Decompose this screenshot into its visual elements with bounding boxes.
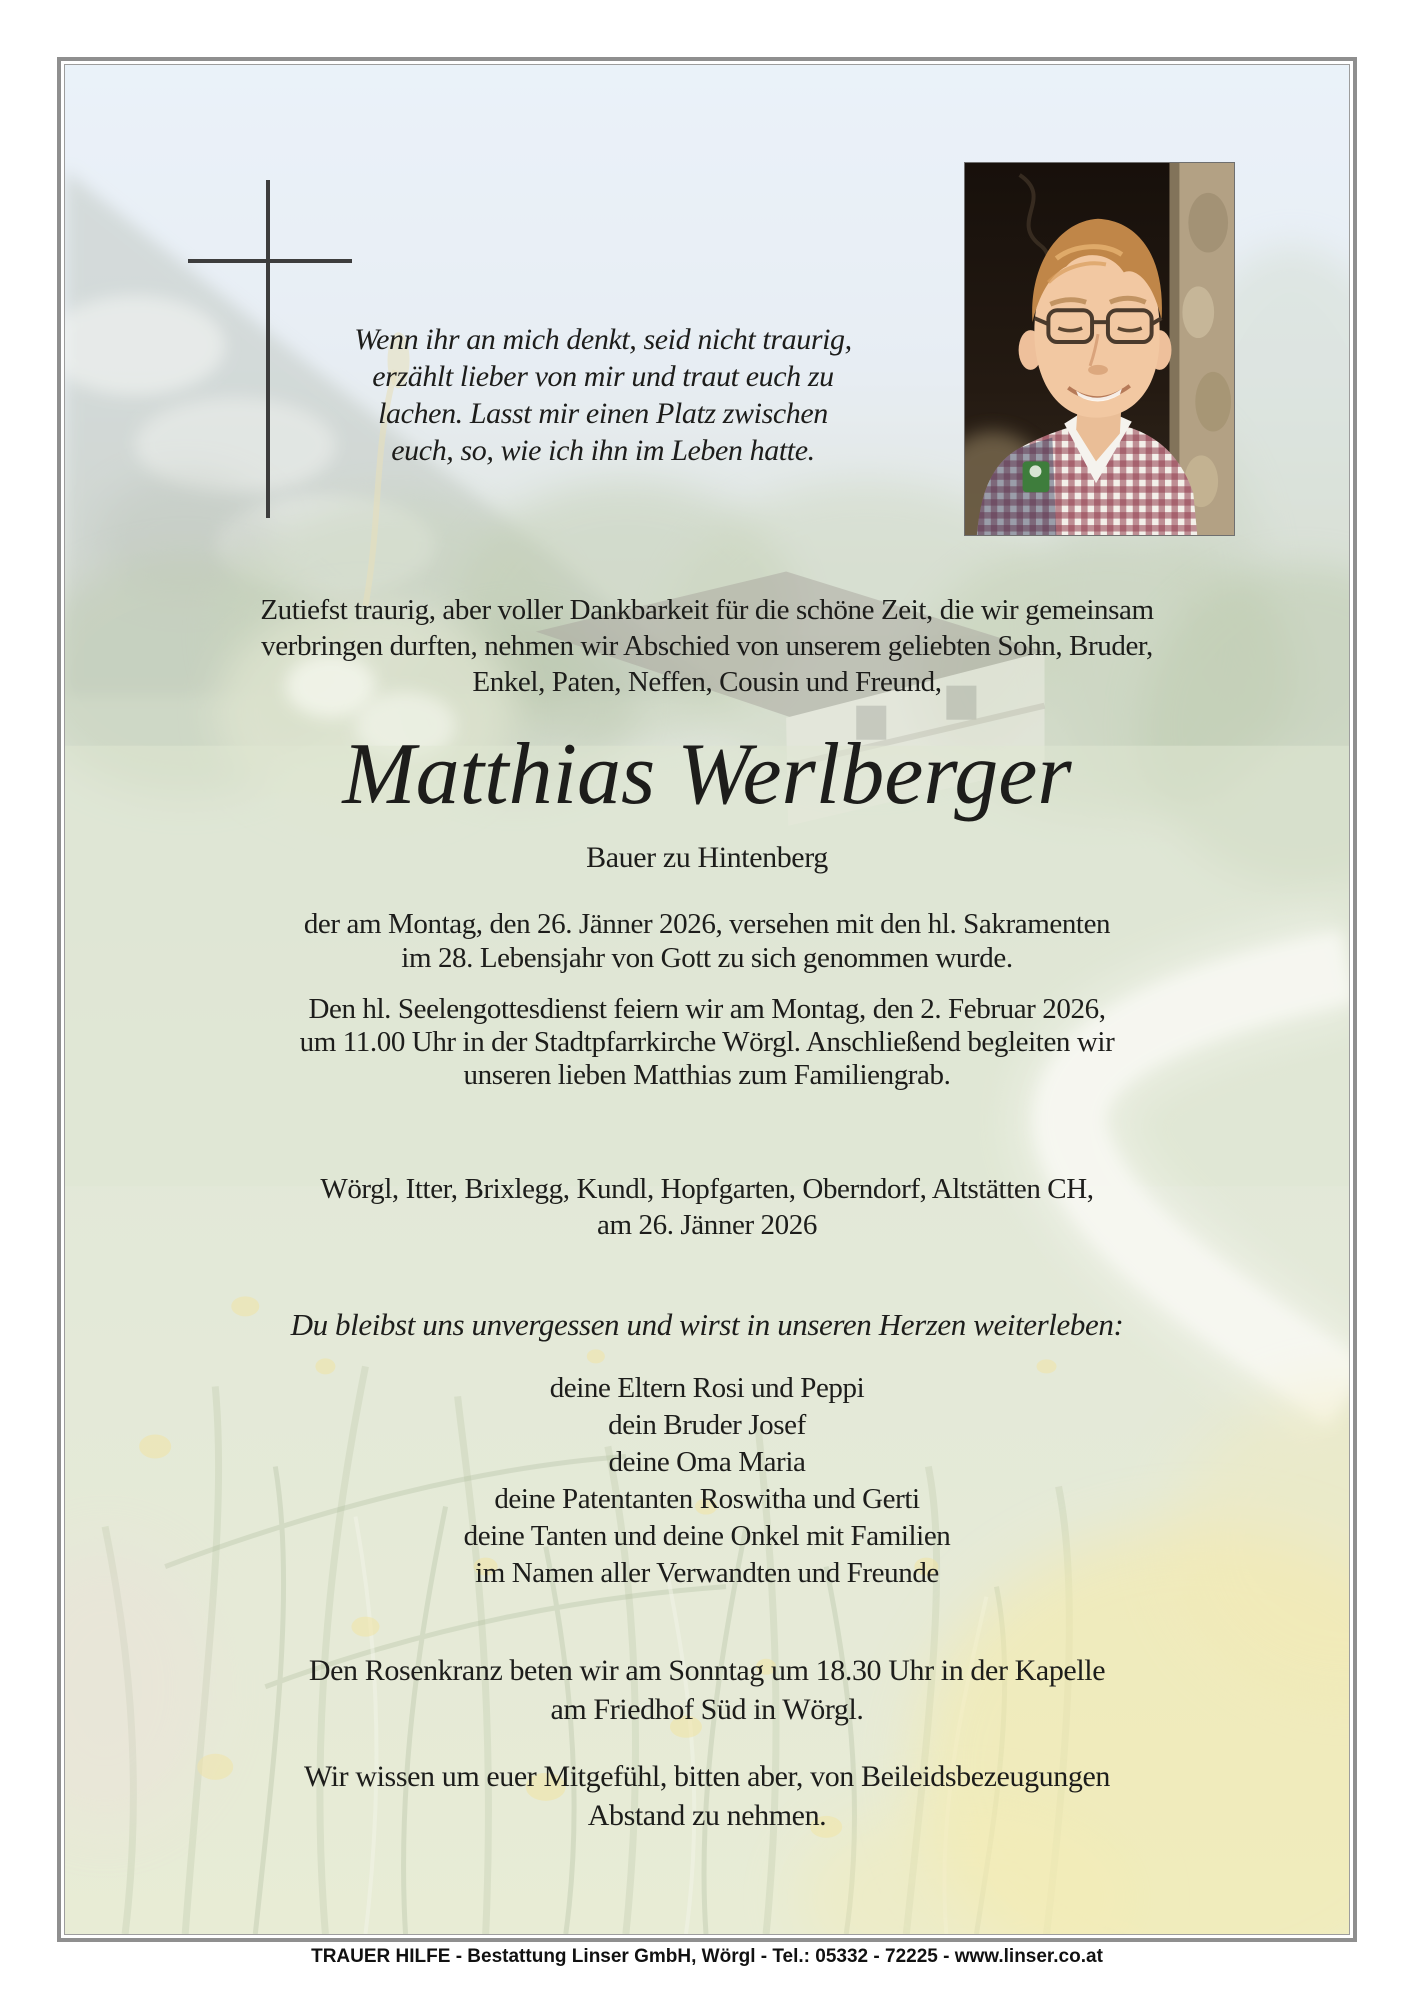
rosary-line: am Friedhof Süd in Wörgl. bbox=[550, 1693, 864, 1726]
death-notice-line: im 28. Lebensjahr von Gott zu sich genommen wurde. bbox=[401, 942, 1013, 974]
family-member: deine Tanten und deine Onkel mit Familien bbox=[463, 1520, 951, 1552]
death-notice-line: der am Montag, den 26. Jänner 2026, versehen mit den hl. Sakramenten bbox=[303, 908, 1111, 940]
intro-line: verbringen durften, nehmen wir Abschied von unserem geliebten Sohn, Bruder, bbox=[261, 630, 1153, 662]
family-member: deine Oma Maria bbox=[608, 1446, 806, 1478]
condolence-line: Abstand zu nehmen. bbox=[587, 1799, 827, 1832]
memorial-quote bbox=[243, 321, 963, 469]
service-line: Den hl. Seelengottesdienst feiern wir am Montag, den 2. Februar 2026, bbox=[308, 993, 1106, 1025]
condolence-note bbox=[65, 1757, 1349, 1835]
places-line: Wörgl, Itter, Brixlegg, Kundl, Hopfgarten, Oberndorf, Altstätten CH, bbox=[320, 1173, 1094, 1205]
rosary-info bbox=[65, 1651, 1349, 1729]
quote-line: erzählt lieber von mir und traut euch zu bbox=[372, 360, 834, 393]
deceased-name: Matthias Werlberger bbox=[342, 726, 1072, 823]
condolence-line: Wir wissen um euer Mitgefühl, bitten aber, von Beileidsbezeugungen bbox=[304, 1760, 1110, 1793]
deceased-subtitle: Bauer zu Hintenberg bbox=[586, 841, 828, 874]
family-member: dein Bruder Josef bbox=[608, 1409, 806, 1441]
death-notice bbox=[65, 907, 1349, 975]
service-line: um 11.00 Uhr in der Stadtpfarrkirche Wörgl. Anschließend begleiten wir bbox=[299, 1026, 1115, 1058]
family-member: deine Eltern Rosi und Peppi bbox=[549, 1372, 865, 1404]
rosary-line: Den Rosenkranz beten wir am Sonntag um 18.30 Uhr in der Kapelle bbox=[308, 1654, 1106, 1687]
service-line: unseren lieben Matthias zum Familiengrab. bbox=[463, 1059, 951, 1091]
intro-line: Enkel, Paten, Neffen, Cousin und Freund, bbox=[472, 666, 942, 698]
places-date bbox=[65, 1171, 1349, 1243]
remembrance-lead: Du bleibst uns unvergessen und wirst in unseren Herzen weiterleben: bbox=[290, 1307, 1124, 1342]
quote-line: lachen. Lasst mir einen Platz zwischen bbox=[378, 397, 828, 430]
portrait-photo bbox=[964, 162, 1235, 536]
intro-paragraph bbox=[65, 592, 1349, 700]
family-member: im Namen aller Verwandten und Freunde bbox=[475, 1557, 939, 1589]
card-frame bbox=[57, 57, 1357, 1942]
card-frame-inner bbox=[64, 64, 1350, 1935]
places-line: am 26. Jänner 2026 bbox=[597, 1209, 817, 1241]
family-member: deine Patentanten Roswitha und Gerti bbox=[494, 1483, 920, 1515]
intro-line: Zutiefst traurig, aber voller Dankbarkeit für die schöne Zeit, die wir gemeinsam bbox=[260, 594, 1154, 626]
family-list bbox=[65, 1370, 1349, 1592]
quote-line: Wenn ihr an mich denkt, seid nicht traurig, bbox=[354, 323, 852, 356]
service-info bbox=[65, 993, 1349, 1092]
memorial-cross-icon-bar bbox=[188, 259, 352, 263]
quote-line: euch, so, wie ich ihn im Leben hatte. bbox=[391, 434, 815, 467]
funeral-home-footer: TRAUER HILFE - Bestattung Linser GmbH, Wörgl - Tel.: 05332 - 72225 - www.linser.co.at bbox=[311, 1946, 1103, 1967]
